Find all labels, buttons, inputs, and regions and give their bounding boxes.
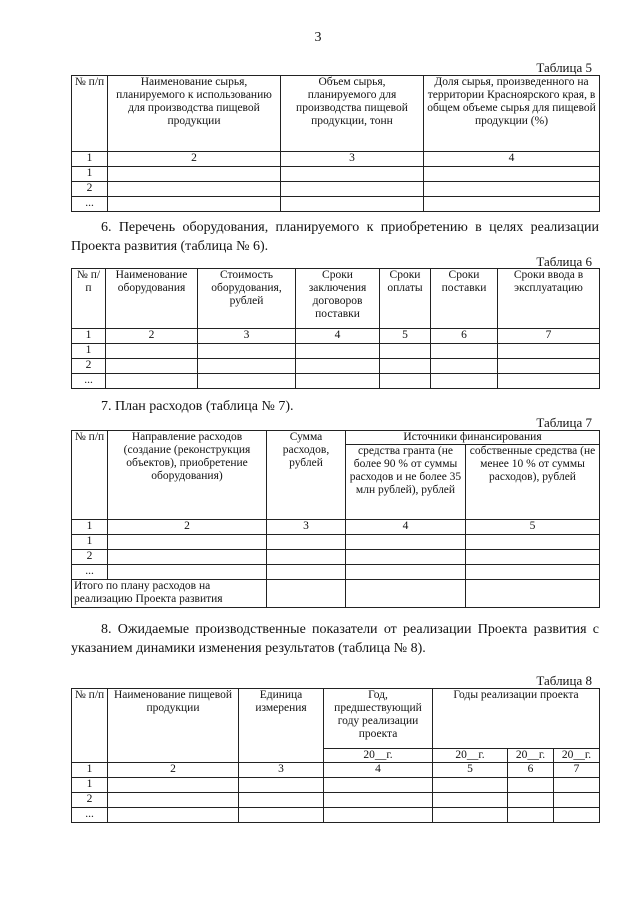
table-cell <box>198 359 296 374</box>
page-number: 3 <box>314 30 322 45</box>
table7-header-sum: Сумма расходов, рублей <box>267 431 346 520</box>
table7-caption: Таблица 7 <box>536 415 592 430</box>
table6-caption: Таблица 6 <box>536 254 592 269</box>
table8-header-num: № п/п <box>72 689 108 763</box>
table-cell <box>296 344 380 359</box>
table7-row-num: 2 <box>72 550 108 565</box>
table-cell <box>267 535 346 550</box>
table6-colnum: 2 <box>106 329 198 344</box>
table7-colnum: 1 <box>72 520 108 535</box>
table-cell <box>508 808 554 823</box>
table-cell <box>431 344 498 359</box>
table7-row-num: 1 <box>72 535 108 550</box>
table-cell <box>466 550 600 565</box>
table8-row-num: 1 <box>72 778 108 793</box>
table6-header-payment-dates: Сроки оплаты <box>380 269 431 329</box>
table5-header-volume: Объем сырья, планируемого для производства пищевой продукции, тонн <box>281 76 424 152</box>
table8-header-project-years: Годы реализации проекта <box>433 689 600 749</box>
table8-colnum: 6 <box>508 763 554 778</box>
table5-caption: Таблица 5 <box>536 60 592 75</box>
table-cell <box>267 580 346 608</box>
table-cell <box>108 182 281 197</box>
table-cell <box>498 374 600 389</box>
table-cell <box>108 778 239 793</box>
table-cell <box>239 808 324 823</box>
table8-row-num: ... <box>72 808 108 823</box>
table8-row-num: 2 <box>72 793 108 808</box>
table8-colnum: 5 <box>433 763 508 778</box>
table-cell <box>281 197 424 212</box>
table7-header-grant: средства гранта (не более 90 % от суммы расходов и не более 35 млн рублей), рублей <box>346 445 466 520</box>
table7-header-direction: Направление расходов (создание (реконструкция объектов), приобретение оборудования) <box>108 431 267 520</box>
table6-header-num: № п/п <box>72 269 106 329</box>
table-cell <box>108 535 267 550</box>
table6-colnum: 4 <box>296 329 380 344</box>
table6-colnum: 7 <box>498 329 600 344</box>
table8-header-product: Наименование пищевой продукции <box>108 689 239 763</box>
table-cell <box>324 808 433 823</box>
table-6 <box>71 268 600 389</box>
table5-colnum: 2 <box>108 152 281 167</box>
table-cell <box>508 778 554 793</box>
table-cell <box>346 565 466 580</box>
table-cell <box>508 793 554 808</box>
table-cell <box>433 793 508 808</box>
table-cell <box>498 359 600 374</box>
table7-header-own-funds: собственные средства (не менее 10 % от суммы расходов), рублей <box>466 445 600 520</box>
table-cell <box>346 535 466 550</box>
table-cell <box>554 793 600 808</box>
table5-header-share: Доля сырья, произведенного на территории Красноярского края, в общем объеме сырья для пищевой продукции (%) <box>424 76 600 152</box>
table-cell <box>267 550 346 565</box>
table8-header-previous-year: Год, предшествующий году реализации проекта <box>324 689 433 749</box>
table5-row-num: ... <box>72 197 108 212</box>
table-7 <box>71 430 600 608</box>
table-cell <box>239 793 324 808</box>
table8-colnum: 2 <box>108 763 239 778</box>
table5-row-num: 2 <box>72 182 108 197</box>
table-cell <box>554 808 600 823</box>
table-8 <box>71 688 600 823</box>
table-cell <box>433 778 508 793</box>
table5-header-num: № п/п <box>72 76 108 152</box>
paragraph-6: 6. Перечень оборудования, планируемого к приобретению в целях реализации Проекта развития (таблица № 6). <box>71 220 599 254</box>
table6-row-num: 1 <box>72 344 106 359</box>
table8-colnum: 3 <box>239 763 324 778</box>
table-cell <box>424 167 600 182</box>
table7-header-num: № п/п <box>72 431 108 520</box>
table-cell <box>108 808 239 823</box>
table-cell <box>380 359 431 374</box>
table-cell <box>466 565 600 580</box>
table7-colnum: 2 <box>108 520 267 535</box>
paragraph-8: 8. Ожидаемые производственные показатели от реализации Проекта развития с указанием динамики изменения результатов (таблица № 8). <box>71 622 599 656</box>
table-cell <box>106 359 198 374</box>
table-cell <box>108 550 267 565</box>
table7-total-label: Итого по плану расходов на реализацию Проекта развития <box>72 580 267 608</box>
table-cell <box>466 535 600 550</box>
table8-colnum: 1 <box>72 763 108 778</box>
table-cell <box>281 167 424 182</box>
table-cell <box>296 374 380 389</box>
table7-colnum: 4 <box>346 520 466 535</box>
table-cell <box>433 808 508 823</box>
table6-row-num: 2 <box>72 359 106 374</box>
table8-year-cell: 20__г. <box>324 749 433 763</box>
table-cell <box>380 374 431 389</box>
table-cell <box>198 374 296 389</box>
table-cell <box>106 344 198 359</box>
table-cell <box>108 197 281 212</box>
table-cell <box>281 182 424 197</box>
table-cell <box>466 580 600 608</box>
table-cell <box>498 344 600 359</box>
table5-row-num: 1 <box>72 167 108 182</box>
table-cell <box>431 374 498 389</box>
table5-colnum: 1 <box>72 152 108 167</box>
table-cell <box>380 344 431 359</box>
table6-header-contract-dates: Сроки заключения договоров поставки <box>296 269 380 329</box>
table8-colnum: 4 <box>324 763 433 778</box>
table-cell <box>346 580 466 608</box>
table8-year-cell: 20__г. <box>508 749 554 763</box>
table6-colnum: 5 <box>380 329 431 344</box>
paragraph-7: 7. План расходов (таблица № 7). <box>101 399 294 414</box>
table6-header-commissioning: Сроки ввода в эксплуатацию <box>498 269 600 329</box>
table8-header-unit: Единица измерения <box>239 689 324 763</box>
table-cell <box>424 182 600 197</box>
table6-colnum: 6 <box>431 329 498 344</box>
table8-year-cell: 20__г. <box>554 749 600 763</box>
table-cell <box>424 197 600 212</box>
table7-row-num: ... <box>72 565 108 580</box>
table-cell <box>267 565 346 580</box>
table6-colnum: 1 <box>72 329 106 344</box>
table-cell <box>324 793 433 808</box>
table7-header-sources: Источники финансирования <box>346 431 600 445</box>
table-cell <box>108 793 239 808</box>
table5-colnum: 4 <box>424 152 600 167</box>
table6-header-equipment: Наименование оборудования <box>106 269 198 329</box>
table-cell <box>554 778 600 793</box>
table-cell <box>431 359 498 374</box>
table8-year-cell: 20__г. <box>433 749 508 763</box>
table-5 <box>71 75 600 212</box>
table5-colnum: 3 <box>281 152 424 167</box>
table7-colnum: 3 <box>267 520 346 535</box>
table-cell <box>324 778 433 793</box>
table6-header-cost: Стоимость оборудования, рублей <box>198 269 296 329</box>
table8-caption: Таблица 8 <box>536 673 592 688</box>
table-cell <box>106 374 198 389</box>
table6-row-num: ... <box>72 374 106 389</box>
table5-header-name: Наименование сырья, планируемого к использованию для производства пищевой продукции <box>108 76 281 152</box>
table-cell <box>296 359 380 374</box>
table7-colnum: 5 <box>466 520 600 535</box>
table-cell <box>108 167 281 182</box>
table6-header-delivery-dates: Сроки поставки <box>431 269 498 329</box>
table-cell <box>108 565 267 580</box>
table-cell <box>346 550 466 565</box>
table-cell <box>239 778 324 793</box>
table-cell <box>198 344 296 359</box>
table6-colnum: 3 <box>198 329 296 344</box>
table8-colnum: 7 <box>554 763 600 778</box>
